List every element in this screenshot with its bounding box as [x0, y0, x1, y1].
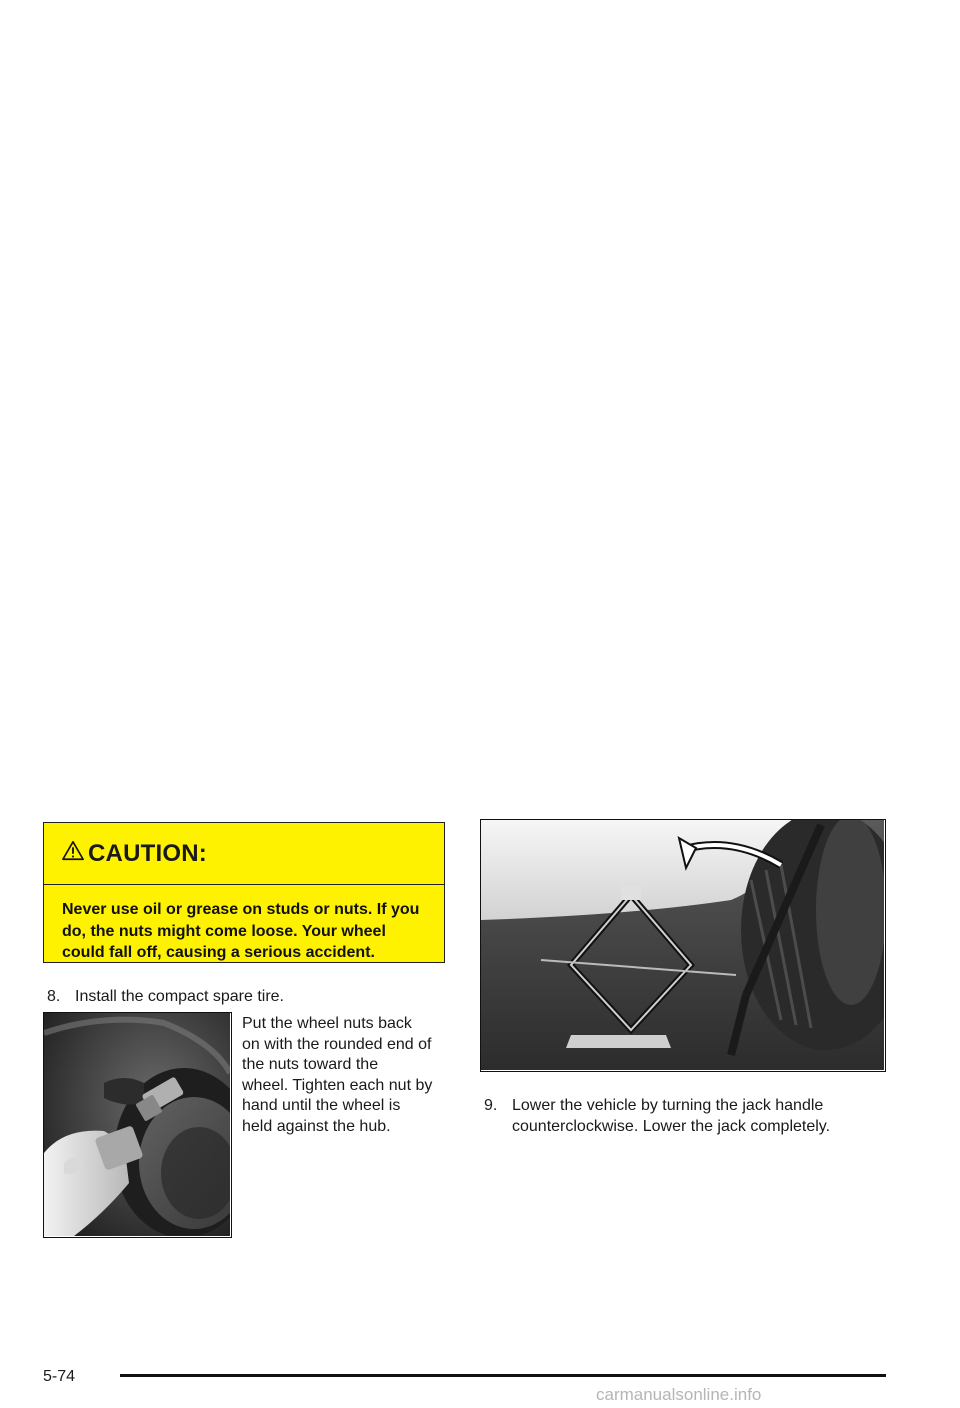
instruction-line: the nuts toward the	[242, 1056, 379, 1073]
step-text: Install the compact spare tire.	[75, 988, 284, 1005]
page-number: 5-74	[43, 1368, 76, 1385]
caution-text: Never use oil or grease on studs or nuts. If you do, the nuts might come loose. Your wheel could fall off, causing a serious accident.	[62, 901, 420, 961]
jack-photo	[480, 819, 886, 1072]
step-text-continued: counterclockwise. Lower the jack completely.	[512, 1117, 831, 1135]
warning-triangle-icon	[62, 840, 84, 862]
instruction-line: wheel. Tighten each nut by	[242, 1076, 433, 1094]
step-number: 9.	[484, 1097, 498, 1114]
instruction-line: Put the wheel nuts back	[242, 1015, 412, 1032]
footer-rule	[120, 1374, 886, 1377]
caution-box	[43, 822, 445, 963]
jack-illustration	[481, 820, 884, 1070]
caution-header	[44, 823, 444, 885]
caution-body	[44, 885, 444, 962]
caution-title: CAUTION:	[88, 839, 207, 867]
instruction-line: held against the hub.	[242, 1117, 391, 1135]
wheel-nut-illustration	[44, 1013, 230, 1236]
instruction-line: hand until the wheel is	[242, 1097, 401, 1114]
instruction-line: on with the rounded end of	[242, 1035, 432, 1053]
install-instructions	[242, 1014, 452, 1137]
watermark: carmanualsonline.info	[596, 1385, 762, 1404]
step-9	[484, 1096, 904, 1137]
step-number: 8.	[47, 988, 61, 1005]
step-text: Lower the vehicle by turning the jack handle	[512, 1097, 824, 1114]
step-8	[47, 987, 447, 1008]
wheel-nut-photo	[43, 1012, 232, 1238]
